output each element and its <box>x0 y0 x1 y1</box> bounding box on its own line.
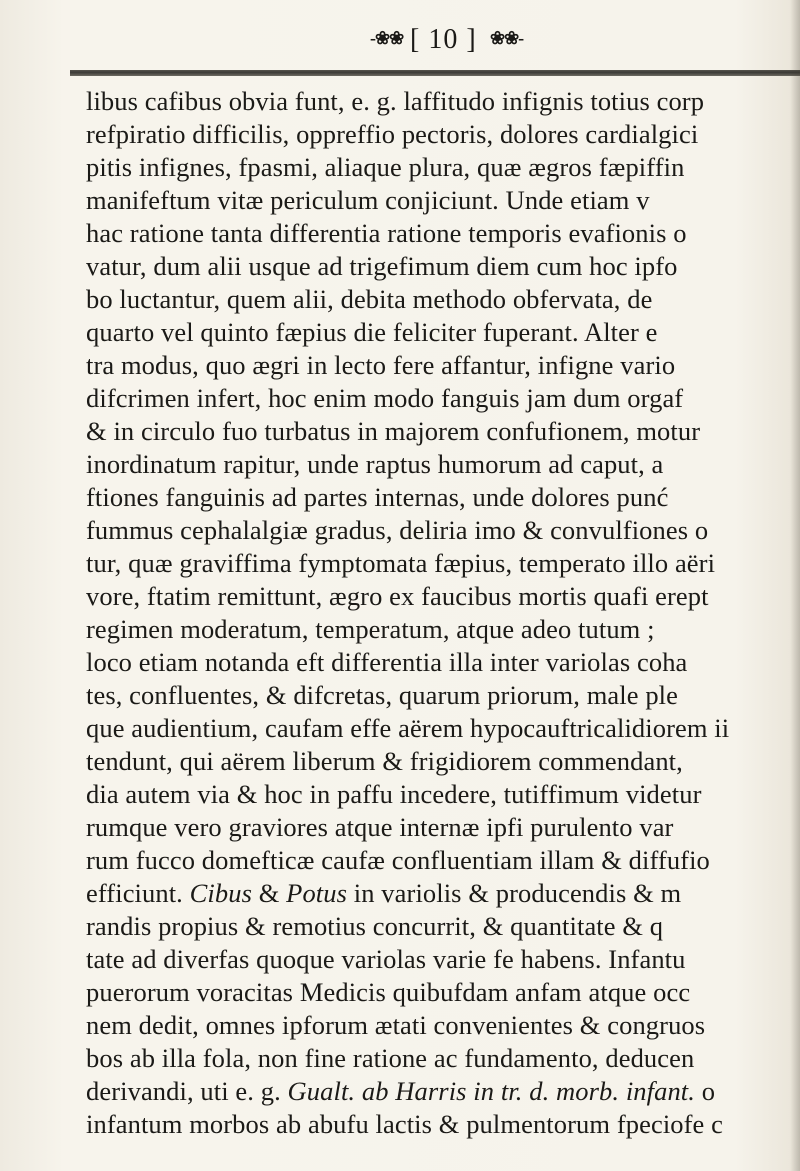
ornament-right: ❀❀- <box>490 28 524 48</box>
text-line: tendunt, qui aërem liberum & frigidiorem commendant, <box>86 746 683 776</box>
text-line: vatur, dum alii usque ad trigefimum diem cum hoc ipfo <box>86 251 678 281</box>
italic-cibus: Cibus <box>189 878 252 908</box>
text-line: infantum morbos ab abufu lactis & pulmentorum fpeciofe c <box>86 1109 724 1139</box>
page-header <box>0 22 800 62</box>
text-line: ftiones fanguinis ad partes internas, unde dolores punć <box>86 482 669 512</box>
text-line: regimen moderatum, temperatum, atque adeo tutum ; <box>86 614 655 644</box>
text-line: rum fucco domefticæ caufæ confluentiam illam & diffufio <box>86 845 710 875</box>
text-line: tur, quæ graviffima fymptomata fæpius, temperato illo aëri <box>86 548 716 578</box>
italic-citation: Gualt. ab Harris in tr. d. morb. infant. <box>287 1076 695 1106</box>
text-line: puerorum voracitas Medicis quibufdam anfam atque occ <box>86 977 691 1007</box>
text-line: manifeftum vitæ periculum conjiciunt. Unde etiam v <box>86 185 650 215</box>
text-line: loco etiam notanda eft differentia illa inter variolas coha <box>86 647 688 677</box>
text-line: rumque vero graviores atque internæ ipfi purulento var <box>86 812 674 842</box>
text-line: hac ratione tanta differentia ratione temporis evafionis o <box>86 218 687 248</box>
text-line: que audientium, caufam effe aërem hypocauftricalidiorem ii <box>86 713 730 743</box>
body-text <box>86 84 800 1144</box>
text-line: bos ab illa fola, non fine ratione ac fundamento, deducen <box>86 1043 695 1073</box>
text-line: bo luctantur, quem alii, debita methodo obfervata, de <box>86 284 653 314</box>
text-line: pitis infignes, fpasmi, aliaque plura, quæ ægros fæpiffin <box>86 152 685 182</box>
text-line: tate ad diverfas quoque variolas varie fe habens. Infantu <box>86 944 686 974</box>
text-line: efficiunt. Cibus & Potus in variolis & producendis & m <box>86 878 682 908</box>
text-line: inordinatum rapitur, unde raptus humorum ad caput, a <box>86 449 664 479</box>
ornament-left: -❀❀ <box>370 28 404 48</box>
page-number: [ 10 ] <box>410 24 477 55</box>
text-line: derivandi, uti e. g. Gualt. ab Harris in tr. d. morb. infant. o <box>86 1076 716 1106</box>
text-line: nem dedit, omnes ipforum ætati convenientes & congruos <box>86 1010 706 1040</box>
text-line: vore, ftatim remittunt, ægro ex faucibus mortis quafi erept <box>86 581 709 611</box>
text-line: difcrimen infert, hoc enim modo fanguis jam dum orgaf <box>86 383 684 413</box>
text-line: fummus cephalalgiæ gradus, deliria imo & convulfiones o <box>86 515 709 545</box>
page-edge-shadow <box>790 0 800 1171</box>
text-line: & in circulo fuo turbatus in majorem confufionem, motur <box>86 416 701 446</box>
header-rule <box>70 70 800 76</box>
text-line: libus cafibus obvia funt, e. g. laffitudo infignis totius corp <box>86 86 705 116</box>
italic-potus: Potus <box>286 878 348 908</box>
text-line: tes, confluentes, & difcretas, quarum priorum, male ple <box>86 680 678 710</box>
text-line: tra modus, quo ægri in lecto fere affantur, infigne vario <box>86 350 676 380</box>
text-line: refpiratio difficilis, oppreffio pectoris, dolores cardialgici <box>86 119 699 149</box>
text-line: dia autem via & hoc in paffu incedere, tutiffimum videtur <box>86 779 702 809</box>
text-line: quarto vel quinto fæpius die feliciter fuperant. Alter e <box>86 317 658 347</box>
text-line: randis propius & remotius concurrit, & quantitate & q <box>86 911 664 941</box>
